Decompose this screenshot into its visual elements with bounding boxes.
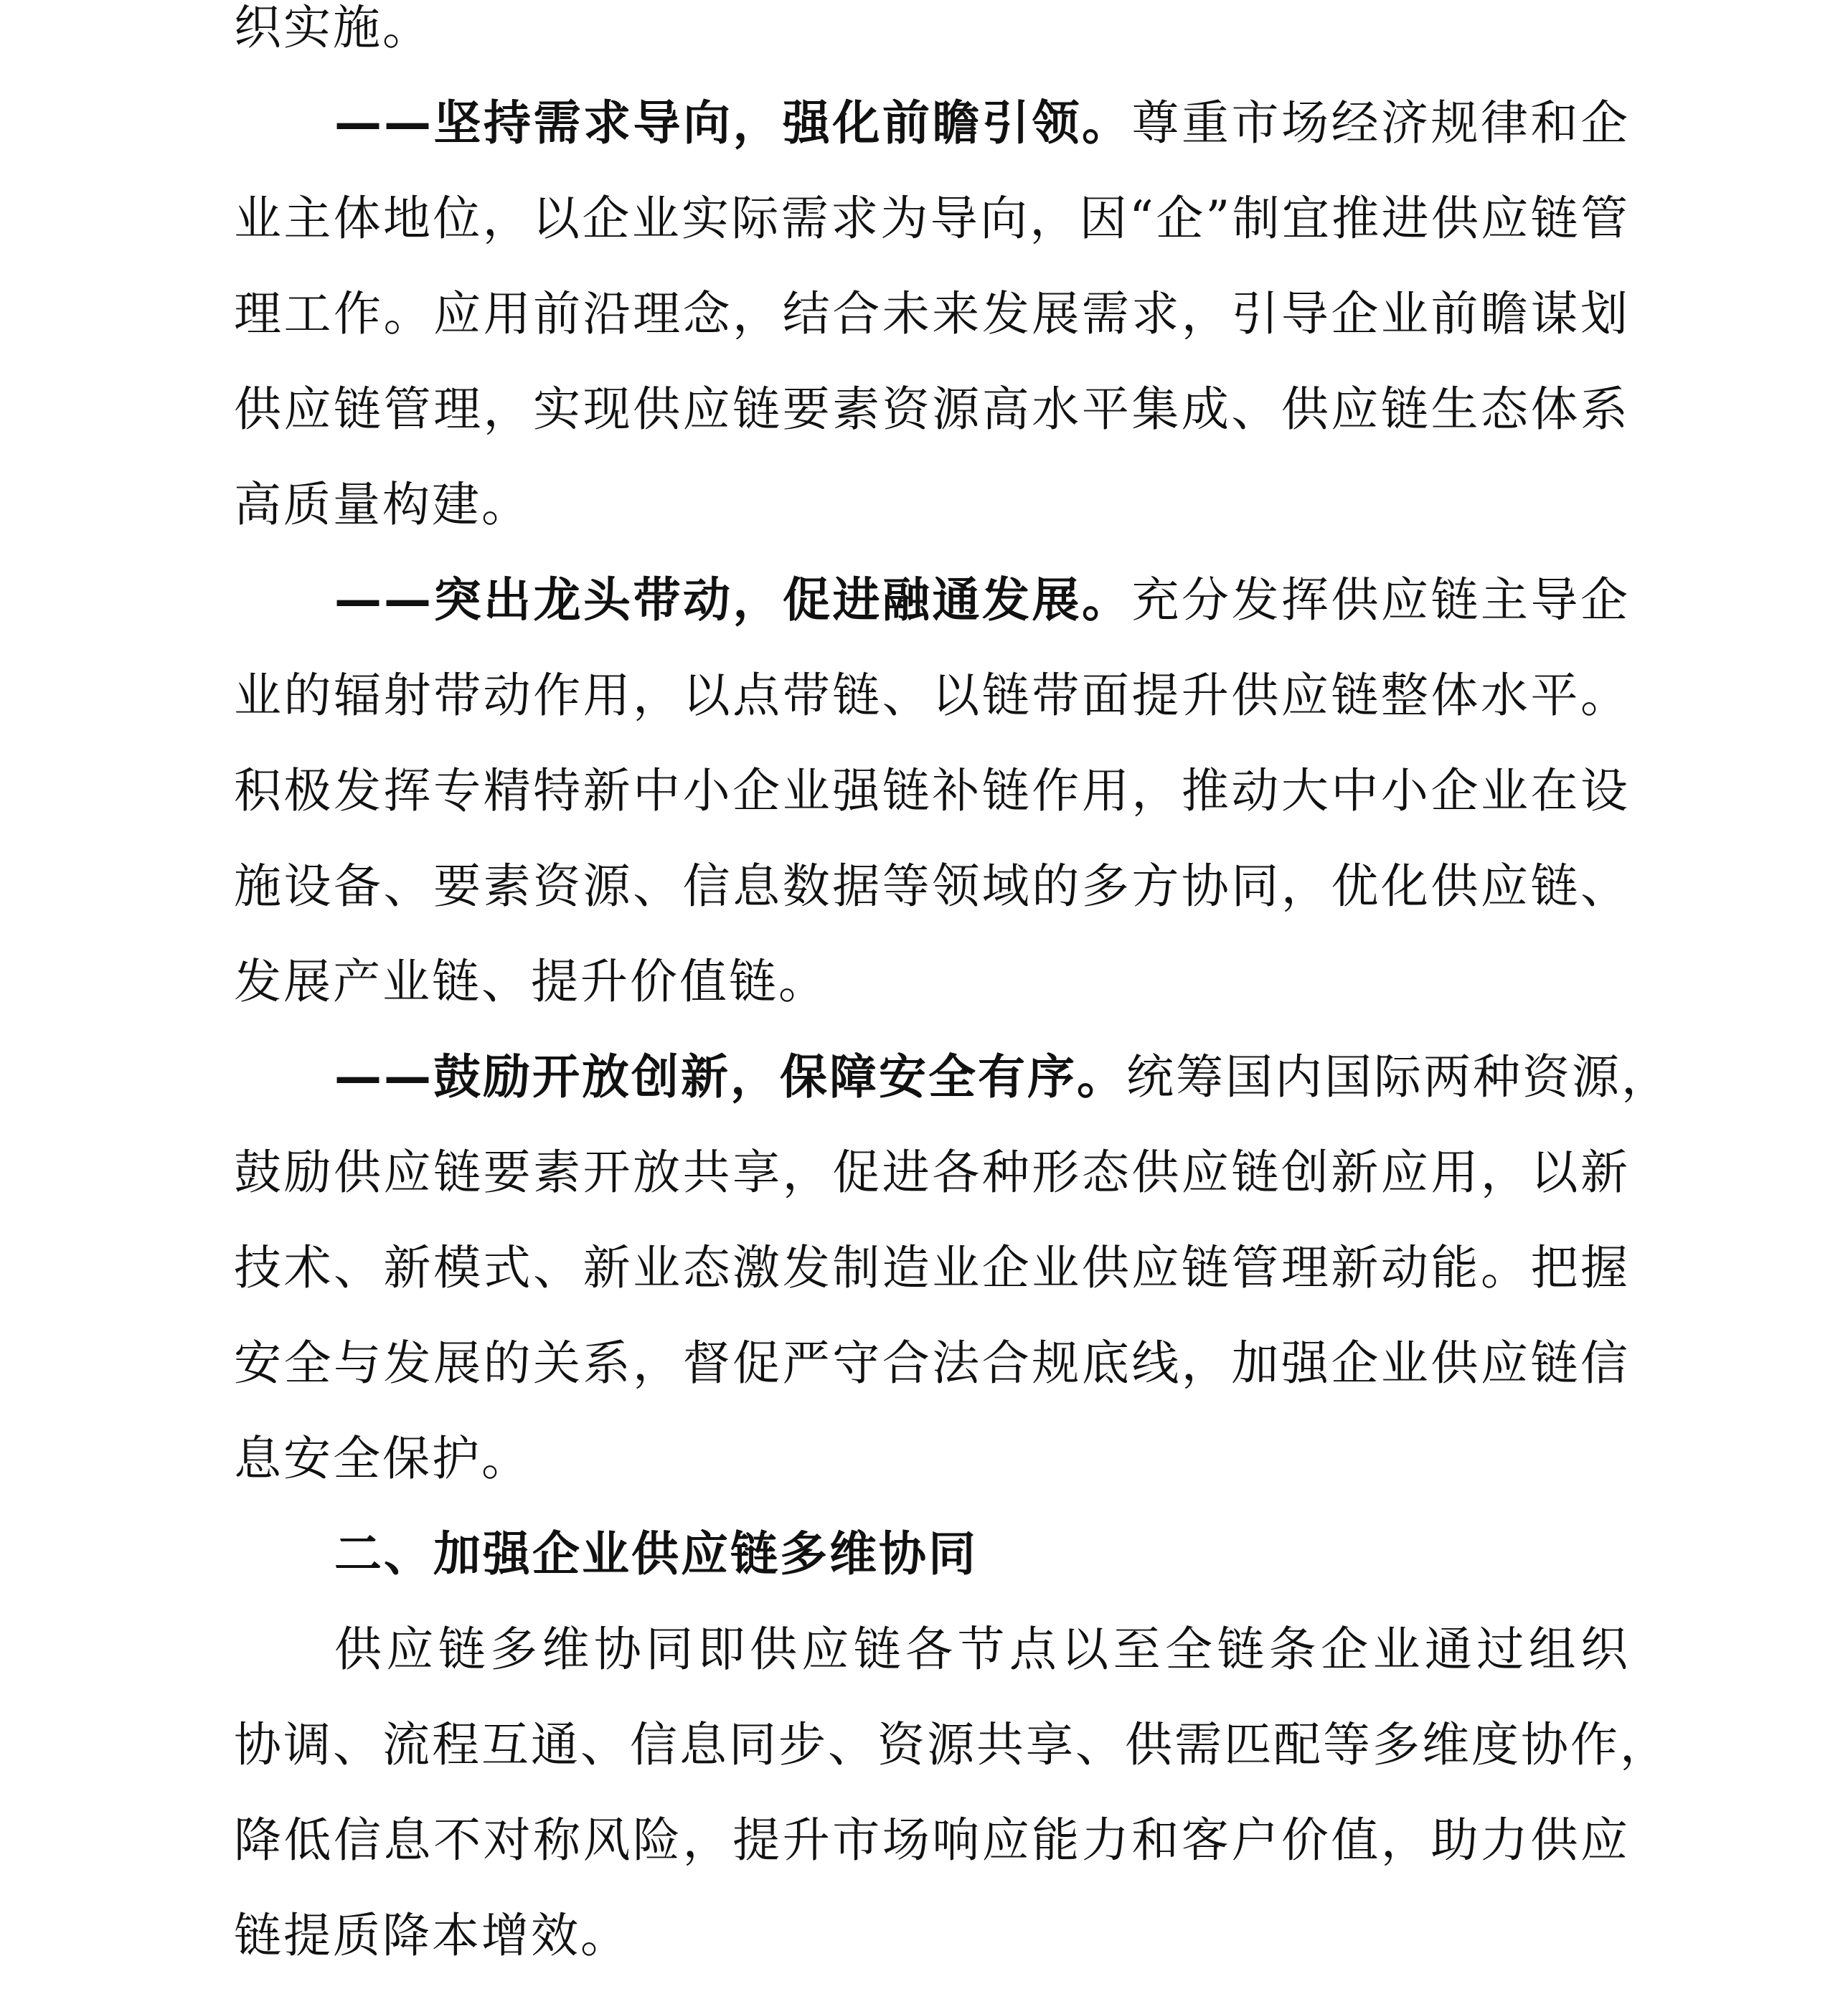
paragraph-lead-rest: 尊重市场经济规律和企 [1131,95,1630,151]
text-line: 技术、新模式、新业态激发制造业企业供应链管理新动能。把握 [234,1240,1630,1295]
text-line: 息安全保护。 [234,1431,531,1486]
paragraph-lead: ——突出龙头带动，促进融通发展。 [334,572,1132,628]
paragraph-lead-rest: 统筹国内国际两种资源， [1126,1049,1671,1105]
section-heading [234,1506,1630,1602]
paragraph-leading-enterprises [234,552,1630,1029]
text-line: 发展产业链、提升价值链。 [234,954,828,1009]
document-page [234,0,1671,1983]
text-line-first [234,1029,1671,1125]
text-line: 业主体地位，以企业实际需求为导向，因“企”制宜推进供应链管 [234,191,1630,246]
text-line: 供应链管理，实现供应链要素资源高水平集成、供应链生态体系 [234,382,1630,437]
text-line: 安全与发展的关系，督促严守合法合规底线，加强企业供应链信 [234,1336,1630,1391]
text-line-first [234,75,1630,171]
text-line: 鼓励供应链要素开放共享，促进各种形态供应链创新应用，以新 [234,1145,1630,1200]
paragraph-lead: ——坚持需求导向，强化前瞻引领。 [334,95,1132,151]
text-line-first [234,552,1630,648]
paragraph-multidimensional-collaboration [234,1602,1669,1983]
paragraph-lead: ——鼓励开放创新，保障安全有序。 [334,1049,1126,1105]
text-line: 理工作。应用前沿理念，结合未来发展需求，引导企业前瞻谋划 [234,286,1630,341]
text-line: 降低信息不对称风险，提升市场响应能力和客户价值，助力供应 [234,1813,1630,1868]
text-line: 业的辐射带动作用，以点带链、以链带面提升供应链整体水平。 [234,668,1630,723]
paragraph-continuation [234,0,1630,75]
text-line: 链提质降本增效。 [234,1908,630,1963]
text-line: 积极发挥专精特新中小企业强链补链作用，推动大中小企业在设 [234,763,1630,818]
section-heading-text: 二、加强企业供应链多维协同 [334,1526,978,1582]
text-line: 高质量构建。 [234,477,531,532]
paragraph-open-innovation [234,1029,1671,1506]
text-line: 施设备、要素资源、信息数据等领域的多方协同，优化供应链、 [234,859,1630,914]
text-line: 织实施。 [234,0,432,55]
paragraph-demand-oriented [234,75,1630,552]
text-line-first: 供应链多维协同即供应链各节点以至全链条企业通过组织 [334,1622,1630,1677]
text-line: 协调、流程互通、信息同步、资源共享、供需匹配等多维度协作， [234,1717,1669,1772]
paragraph-lead-rest: 充分发挥供应链主导企 [1131,572,1630,628]
